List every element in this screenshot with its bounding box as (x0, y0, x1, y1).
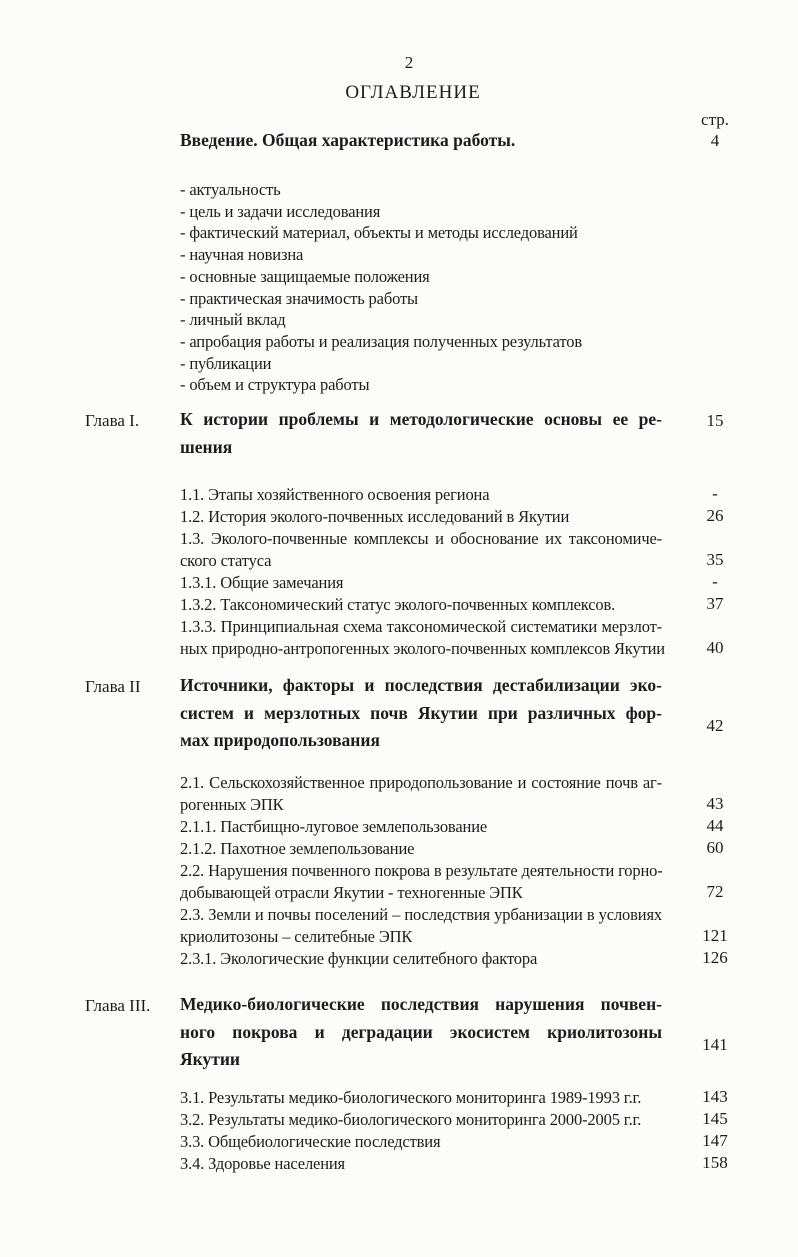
chapter-label: Глава III. (85, 996, 151, 1015)
chapter-entries (180, 772, 740, 970)
toc-entry (180, 506, 740, 528)
toc-entry (180, 1131, 740, 1153)
entry-line: 3.1. Результаты медико-биологического мониторинга 1989-1993 г.г. (180, 1088, 642, 1107)
toc-entry-introduction (180, 130, 740, 151)
toc-entry (180, 860, 740, 904)
entry-line: 2.2. Нарушения почвенного покрова в результате деятельности горно- (180, 861, 663, 880)
entry-line: ского статуса (180, 551, 272, 570)
chapter-title-line: шения (180, 436, 233, 457)
entry-line: 3.2. Результаты медико-биологического мониторинга 2000-2005 г.г. (180, 1110, 642, 1129)
chapter-label: Глава II (85, 677, 141, 696)
bullet-item: - практическая значимость работы (180, 288, 418, 308)
chapter-title (180, 672, 662, 755)
toc-entry (180, 772, 740, 816)
entry-line: добывающей отрасли Якутии - техногенные ЭПК (180, 883, 523, 902)
chapter-page: 15 (706, 411, 724, 430)
entry-page: 143 (702, 1087, 728, 1106)
introduction-bullets (180, 179, 710, 396)
chapter-block (85, 406, 740, 461)
toc-entry (180, 484, 740, 506)
entry-page: 72 (706, 882, 724, 901)
entry-line: 3.3. Общебиологические последствия (180, 1132, 441, 1151)
entry-line: 1.3. Эколого-почвенные комплексы и обоснование их таксономиче- (180, 529, 662, 548)
entry-page: 158 (702, 1153, 728, 1172)
entry-page: 43 (706, 794, 724, 813)
page-number: 2 (404, 53, 414, 72)
entry-line: 1.1. Этапы хозяйственного освоения региона (180, 485, 490, 504)
bullet-item: - публикации (180, 353, 272, 373)
entry-page: 44 (706, 816, 724, 835)
entry-line: 1.3.3. Принципиальная схема таксономической систематики мерзлот- (180, 617, 662, 636)
entry-line: ных природно-антропогенных эколого-почвенных комплексов Якутии (180, 639, 665, 658)
entry-page: 26 (706, 506, 724, 525)
toc-heading: ОГЛАВЛЕНИЕ (345, 82, 481, 103)
entry-line: 2.3. Земли и почвы поселений – последствия урбанизации в условиях (180, 905, 662, 924)
toc-entry (180, 572, 740, 594)
entry-line: 2.1.2. Пахотное землепользование (180, 839, 415, 858)
entry-line: 1.2. История эколого-почвенных исследований в Якутии (180, 507, 570, 526)
entry-page: 4 (710, 131, 720, 150)
bullet-item: - актуальность (180, 180, 281, 199)
chapter-title-line: мах природопользования (180, 730, 380, 750)
entry-page: - (712, 484, 718, 503)
chapter-title-line: Медико-биологические последствия нарушения почвен- (180, 994, 662, 1014)
chapter-title-line: систем и мерзлотных почв Якутии при различных фор- (180, 702, 662, 723)
entry-line: 2.1. Сельскохозяйственное природопользование и состояние почв аг- (180, 773, 662, 792)
bullet-item: - научная новизна (180, 245, 304, 265)
chapter-title-line: К истории проблемы и методологические основы ее ре- (180, 409, 662, 429)
bullet-item: - фактический материал, объекты и методы исследований (180, 223, 578, 243)
chapter-block (85, 672, 740, 755)
bullet-item: - апробация работы и реализация полученных результатов (180, 331, 582, 351)
entry-page: 145 (702, 1109, 728, 1128)
toc-entry (180, 1087, 740, 1109)
bullet-item: - цель и задачи исследования (180, 201, 381, 221)
entry-line: 1.3.2. Таксономический статус эколого-почвенных комплексов. (180, 595, 616, 614)
entry-page: 147 (702, 1131, 728, 1150)
toc-entry (180, 838, 740, 860)
chapter-title (180, 406, 662, 461)
chapter-page: 42 (706, 716, 724, 735)
toc-entry (180, 904, 740, 948)
page-column-label: стр. (701, 110, 729, 129)
chapter-label: Глава I. (85, 411, 140, 430)
chapter-block (85, 991, 740, 1074)
chapter-title-line: Источники, факторы и последствия дестабилизации эко- (180, 675, 662, 695)
bullet-item: - объем и структура работы (180, 375, 370, 395)
chapter-title-line: Якутии (180, 1049, 240, 1069)
entry-page: 37 (706, 594, 724, 613)
chapter-entries (180, 484, 740, 660)
toc-entry (180, 1153, 740, 1175)
entry-line: 2.1.1. Пастбищно-луговое землепользование (180, 817, 488, 836)
chapter-entries (180, 1087, 740, 1175)
entry-line: рогенных ЭПК (180, 795, 284, 814)
entry-line: 2.3.1. Экологические функции селитебного фактора (180, 949, 538, 968)
bullet-item: - личный вклад (180, 310, 286, 330)
entry-line: криолитозоны – селитебные ЭПК (180, 927, 413, 946)
entry-page: 121 (702, 926, 728, 945)
entry-page: 60 (706, 838, 724, 857)
toc-entry (180, 528, 740, 572)
chapter-page: 141 (702, 1035, 728, 1054)
chapter-title (180, 991, 662, 1074)
entry-page: 35 (706, 550, 724, 569)
toc-entry (180, 948, 740, 970)
entry-page: 126 (702, 948, 728, 967)
bullet-item: - основные защищаемые положения (180, 266, 430, 286)
entry-line: 1.3.1. Общие замечания (180, 573, 344, 592)
entry-title: Введение. Общая характеристика работы. (180, 130, 516, 150)
toc-entry (180, 616, 740, 660)
entry-page: - (712, 572, 718, 591)
chapter-title-line: ного покрова и деградации экосистем криолитозоны (180, 1021, 662, 1042)
entry-line: 3.4. Здоровье населения (180, 1154, 345, 1173)
entry-page: 40 (706, 638, 724, 657)
toc-entry (180, 594, 740, 616)
toc-entry (180, 816, 740, 838)
toc-entry (180, 1109, 740, 1131)
